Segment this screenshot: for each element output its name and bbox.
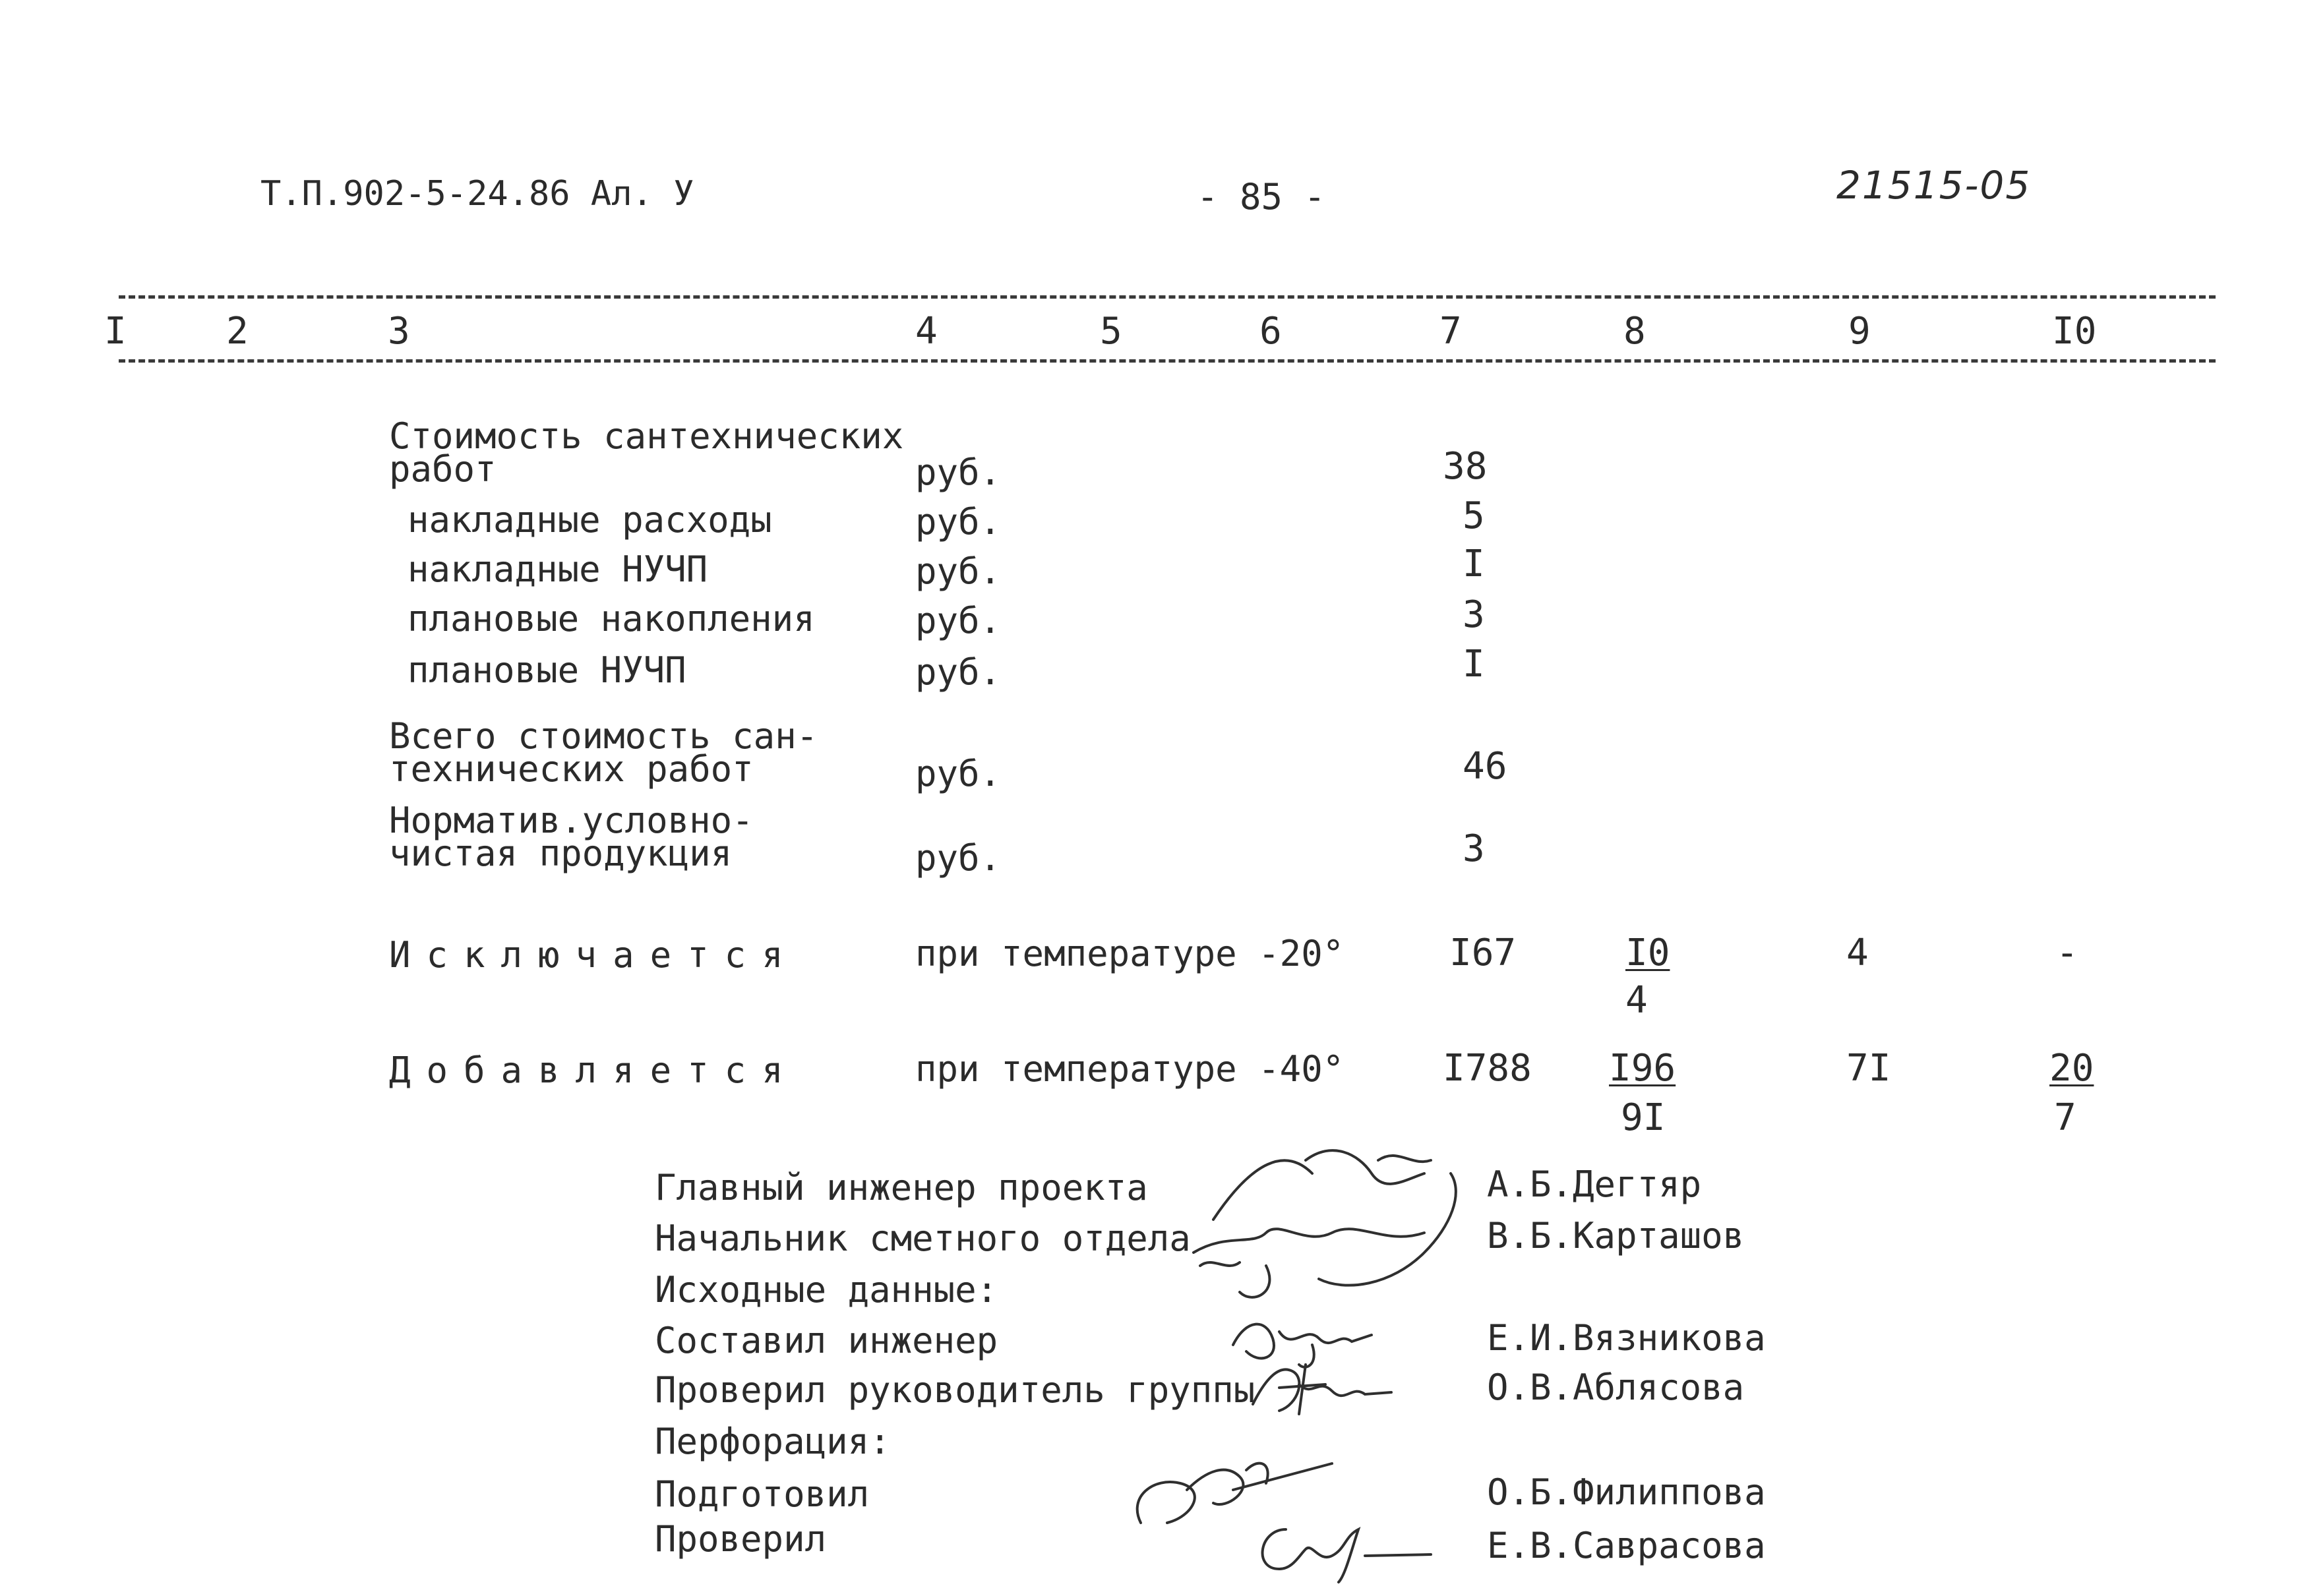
- signature-name: Е.В.Саврасова: [1487, 1525, 1766, 1566]
- column-number: I0: [2052, 310, 2097, 353]
- column-number: 7: [1439, 310, 1462, 353]
- row-name: плановые НУЧП: [408, 649, 686, 691]
- row-value-col7: 3: [1463, 827, 1485, 870]
- signature-name: А.Б.Дегтяр: [1487, 1164, 1702, 1205]
- column-number: I: [104, 310, 127, 353]
- table-top-rule: [119, 295, 2216, 299]
- change-col7: I67: [1449, 931, 1517, 974]
- signature-name: В.Б.Карташов: [1487, 1215, 1745, 1256]
- row-value-col7: 5: [1463, 494, 1485, 537]
- page-number: - 85 -: [1197, 176, 1326, 218]
- column-number: 8: [1623, 310, 1646, 353]
- row-name: накладные НУЧП: [408, 548, 708, 590]
- change-condition: при температуре -20°: [915, 933, 1345, 974]
- column-number: 4: [915, 310, 938, 353]
- row-unit: руб.: [915, 501, 1002, 543]
- signature-section-label: Исходные данные:: [655, 1269, 998, 1311]
- row-name: Стоимость сантехнических: [389, 415, 904, 457]
- signature-role: Проверил: [655, 1518, 827, 1560]
- column-number: 5: [1100, 310, 1122, 353]
- signature-role: Главный инженер проекта: [655, 1167, 1148, 1208]
- table-header-rule: [119, 359, 2216, 363]
- row-name: чистая продукция: [389, 833, 733, 874]
- row-value-col7: I: [1463, 643, 1485, 686]
- signature-role: Начальник сметного отдела: [655, 1218, 1191, 1259]
- column-number: 3: [388, 310, 410, 353]
- row-name: работ: [389, 448, 497, 490]
- change-col8-top: I96: [1609, 1047, 1676, 1090]
- row-name: технических работ: [389, 748, 754, 790]
- change-col9: 4: [1846, 931, 1869, 974]
- signature-name: Е.И.Вязникова: [1487, 1317, 1766, 1359]
- change-col10-top: -: [2056, 931, 2078, 974]
- change-col8-top: I0: [1625, 931, 1670, 974]
- signature-role: Подготовил: [655, 1473, 870, 1515]
- column-number: 6: [1259, 310, 1282, 353]
- signature-chief-engineer-icon: [1174, 1134, 1490, 1305]
- change-col9: 7I: [1846, 1047, 1891, 1090]
- signature-group-lead-icon: [1240, 1351, 1411, 1424]
- row-value-col7: 38: [1443, 445, 1488, 488]
- signature-name: О.В.Аблясова: [1487, 1367, 1745, 1408]
- row-unit: руб.: [915, 600, 1002, 641]
- change-label: Исключается: [389, 934, 799, 976]
- column-number: 2: [226, 310, 249, 353]
- archive-number: 21515-05: [1836, 163, 2032, 208]
- change-label: Добавляется: [389, 1049, 799, 1091]
- change-col8-bottom: 4: [1625, 979, 1648, 1022]
- change-condition: при температуре -40°: [915, 1048, 1345, 1090]
- change-col10-bottom: 7: [2054, 1096, 2076, 1139]
- signature-name: О.Б.Филиппова: [1487, 1471, 1766, 1513]
- signature-role: Составил инженер: [655, 1320, 998, 1361]
- signature-role: Проверил руководитель группы: [655, 1369, 1255, 1411]
- row-name: Всего стоимость сан-: [389, 715, 818, 757]
- row-unit: руб.: [915, 452, 1002, 493]
- row-unit: руб.: [915, 753, 1002, 794]
- row-name: плановые накопления: [408, 598, 815, 639]
- row-value-col7: 3: [1463, 593, 1485, 636]
- change-col10-top: 20: [2049, 1047, 2094, 1090]
- row-unit: руб.: [915, 837, 1002, 879]
- column-number: 9: [1848, 310, 1871, 353]
- row-unit: руб.: [915, 651, 1002, 693]
- row-unit: руб.: [915, 550, 1002, 592]
- change-col8-bottom: 9I: [1621, 1096, 1666, 1139]
- signature-section-label: Перфорация:: [655, 1421, 891, 1462]
- row-name: накладные расходы: [408, 499, 772, 541]
- row-value-col7: I: [1463, 543, 1485, 585]
- change-col7: I788: [1443, 1047, 1532, 1090]
- row-value-col7: 46: [1463, 745, 1507, 788]
- document-code: Т.П.902-5-24.86 Ал. У: [260, 174, 694, 214]
- row-name: Норматив.условно-: [389, 800, 754, 841]
- signature-checked-icon: [1246, 1510, 1444, 1589]
